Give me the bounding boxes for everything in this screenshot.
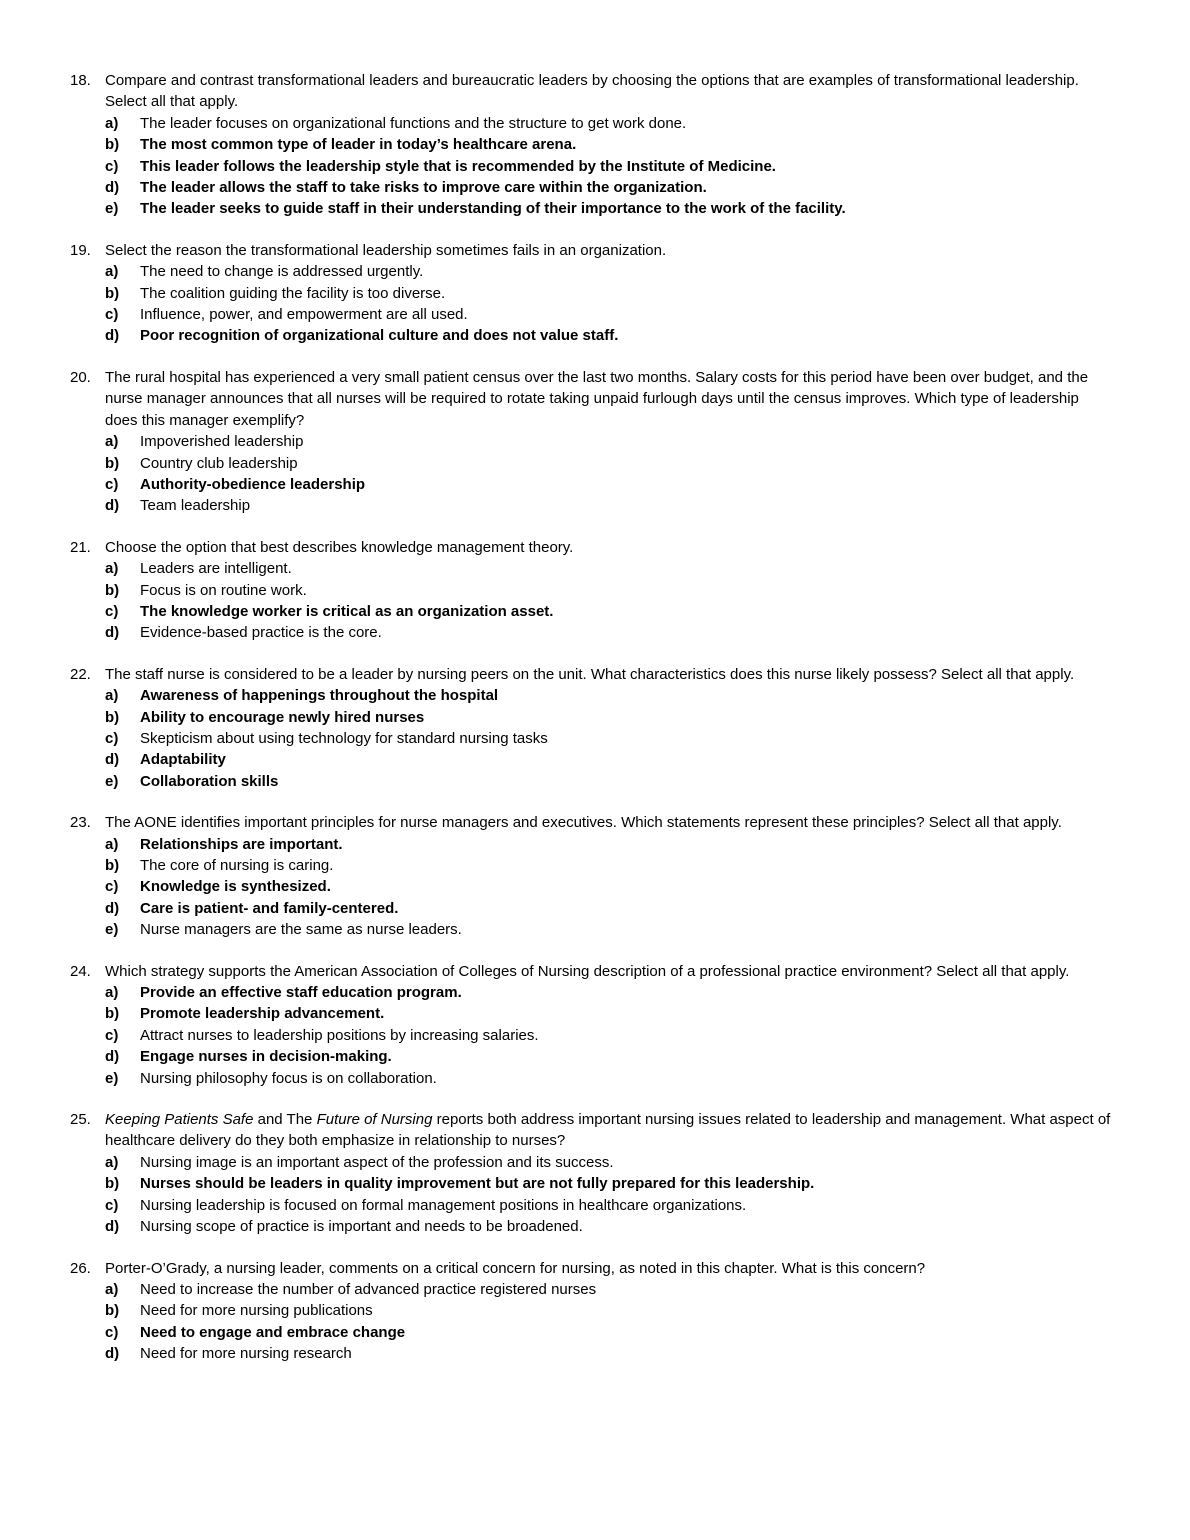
correct-option-text: Relationships are important. [140, 835, 343, 853]
answer-option [105, 707, 1115, 728]
option-letter: d) [105, 899, 120, 917]
question-header [70, 537, 1115, 558]
answer-option [105, 134, 1115, 155]
option-text: Need to increase the number of advanced practice registered nurses [140, 1280, 597, 1298]
question-header [70, 367, 1115, 431]
question-number: 20. [70, 368, 91, 386]
option-letter: b) [105, 581, 120, 599]
option-letter: e) [105, 921, 119, 939]
option-letter: a) [105, 263, 119, 281]
option-letter: b) [105, 454, 120, 472]
answer-option [105, 1068, 1115, 1089]
correct-option-text: The most common type of leader in today’s healthcare arena. [140, 136, 577, 154]
question-number: 23. [70, 814, 91, 832]
answer-option [105, 855, 1115, 876]
answer-option [105, 685, 1115, 706]
answer-option [105, 474, 1115, 495]
option-letter: c) [105, 306, 119, 324]
correct-option-text: Engage nurses in decision-making. [140, 1048, 392, 1066]
correct-option-text: The leader seeks to guide staff in their understanding of their importance to the work of the facility. [140, 200, 846, 218]
option-letter: a) [105, 433, 119, 451]
option-letter: a) [105, 687, 119, 705]
option-text: The leader focuses on organizational functions and the structure to get work done. [140, 114, 687, 132]
option-letter: b) [105, 284, 120, 302]
question-number: 18. [70, 72, 91, 89]
option-text: Leaders are intelligent. [140, 560, 292, 578]
option-text: The core of nursing is caring. [140, 857, 334, 874]
correct-option-text: Provide an effective staff education program. [140, 984, 462, 1002]
answer-option [105, 1216, 1115, 1237]
question-header [70, 812, 1115, 833]
question-stem: Which strategy supports the American Association of Colleges of Nursing description of a professional practice environment? Select all that apply. [105, 962, 1070, 980]
option-letter: a) [105, 984, 119, 1002]
answer-option [105, 601, 1115, 622]
answer-option [105, 749, 1115, 770]
answer-option [105, 771, 1115, 792]
option-text: Skepticism about using technology for standard nursing tasks [140, 729, 548, 747]
answer-option [105, 1152, 1115, 1173]
correct-option-text: Need to engage and embrace change [140, 1323, 406, 1341]
answer-option [105, 1173, 1115, 1194]
option-text: Nursing philosophy focus is on collaboration. [140, 1069, 437, 1087]
option-letter: d) [105, 1345, 120, 1363]
correct-option-text: Poor recognition of organizational culture and does not value staff. [140, 327, 619, 345]
correct-option-text: Knowledge is synthesized. [140, 878, 331, 896]
option-letter: a) [105, 835, 119, 853]
correct-option-text: Adaptability [140, 751, 226, 769]
stem-text: reports both address important nursing issues related to leadership and management. What aspect of healthcare delivery do they both emphasize in relationship to nurses? [105, 1111, 1111, 1150]
option-letter: d) [105, 497, 120, 515]
report-title: Future of Nursing [316, 1111, 433, 1129]
correct-option-text: Awareness of happenings throughout the hospital [140, 687, 499, 705]
question-stem: The staff nurse is considered to be a leader by nursing peers on the unit. What characteristics does this nurse likely possess? Select all that apply. [105, 665, 1075, 683]
option-letter: d) [105, 624, 120, 642]
option-text: The need to change is addressed urgently. [140, 263, 424, 281]
option-text: Impoverished leadership [140, 433, 304, 451]
question-26 [70, 1258, 1115, 1365]
option-letter: e) [105, 772, 119, 790]
question-number: 19. [70, 241, 91, 259]
answer-option [105, 1343, 1115, 1364]
question-21 [70, 537, 1115, 644]
answer-option [105, 1322, 1115, 1343]
option-letter: c) [105, 602, 119, 620]
question-header [70, 1109, 1115, 1152]
question-stem: Choose the option that best describes knowledge management theory. [105, 538, 574, 556]
answer-option [105, 728, 1115, 749]
answer-option [105, 834, 1115, 855]
question-stem [105, 1109, 1115, 1152]
answer-option [105, 1046, 1115, 1067]
correct-option-text: The knowledge worker is critical as an organization asset. [140, 602, 554, 620]
option-text: The coalition guiding the facility is too diverse. [140, 284, 446, 302]
option-letter: b) [105, 136, 120, 154]
correct-option-text: Promote leadership advancement. [140, 1005, 385, 1023]
question-header [70, 664, 1115, 685]
question-number: 21. [70, 538, 91, 556]
option-letter: b) [105, 857, 120, 874]
option-letter: b) [105, 1175, 120, 1193]
answer-option [105, 156, 1115, 177]
question-header [70, 961, 1115, 982]
answer-option [105, 1003, 1115, 1024]
option-letter: d) [105, 1218, 120, 1236]
answer-option [105, 1279, 1115, 1300]
question-18 [70, 70, 1115, 220]
option-letter: a) [105, 114, 119, 132]
answer-option [105, 431, 1115, 452]
stem-text: and The [253, 1111, 317, 1129]
option-letter: a) [105, 1153, 119, 1171]
answer-option [105, 982, 1115, 1003]
option-text: Need for more nursing publications [140, 1302, 373, 1320]
option-letter: c) [105, 1196, 119, 1214]
option-letter: a) [105, 1280, 119, 1298]
option-letter: c) [105, 1323, 119, 1341]
option-letter: c) [105, 878, 119, 896]
correct-option-text: Nurses should be leaders in quality improvement but are not fully prepared for this leadership. [140, 1175, 815, 1193]
option-letter: e) [105, 1069, 119, 1087]
option-letter: c) [105, 475, 119, 493]
report-title: Keeping Patients Safe [105, 1111, 254, 1129]
option-letter: b) [105, 708, 120, 726]
option-text: Nursing leadership is focused on formal management positions in healthcare organizations. [140, 1196, 747, 1214]
correct-option-text: This leader follows the leadership style that is recommended by the Institute of Medicine. [140, 157, 776, 175]
answer-option [105, 495, 1115, 516]
question-stem: The rural hospital has experienced a very small patient census over the last two months. Salary costs for this period have been over budget, and the nurse manager announces that all nurses will be required to rotate taking unpaid furlough days until the census improves. Which type of leadership does this manager exemplify? [105, 368, 1089, 429]
option-letter: e) [105, 200, 119, 218]
option-letter: b) [105, 1005, 120, 1023]
question-number: 26. [70, 1259, 91, 1277]
option-letter: d) [105, 327, 120, 345]
option-text: Need for more nursing research [140, 1345, 352, 1363]
question-23 [70, 812, 1115, 940]
question-header [70, 240, 1115, 261]
option-text: Focus is on routine work. [140, 581, 307, 599]
question-24 [70, 961, 1115, 1089]
option-letter: b) [105, 1302, 120, 1320]
question-20 [70, 367, 1115, 517]
answer-option [105, 876, 1115, 897]
option-text: Influence, power, and empowerment are all used. [140, 306, 468, 324]
answer-option [105, 177, 1115, 198]
option-text: Nurse managers are the same as nurse leaders. [140, 921, 462, 939]
question-number: 24. [70, 962, 91, 980]
option-text: Country club leadership [140, 454, 298, 472]
option-letter: d) [105, 179, 120, 197]
correct-option-text: The leader allows the staff to take risks to improve care within the organization. [140, 179, 707, 197]
answer-option [105, 622, 1115, 643]
correct-option-text: Collaboration skills [140, 772, 279, 790]
option-letter: d) [105, 1048, 120, 1066]
option-text: Nursing scope of practice is important and needs to be broadened. [140, 1218, 583, 1236]
answer-option [105, 898, 1115, 919]
question-list [70, 70, 1115, 1385]
answer-option [105, 304, 1115, 325]
question-22 [70, 664, 1115, 792]
option-letter: c) [105, 729, 119, 747]
option-text: Attract nurses to leadership positions by increasing salaries. [140, 1026, 539, 1044]
answer-option [105, 261, 1115, 282]
question-stem: Compare and contrast transformational leaders and bureaucratic leaders by choosing the options that are examples of transformational leadership. Select all that apply. [105, 72, 1079, 111]
correct-option-text: Ability to encourage newly hired nurses [140, 708, 425, 726]
answer-option [105, 325, 1115, 346]
question-stem: Select the reason the transformational leadership sometimes fails in an organization. [105, 241, 667, 259]
option-letter: c) [105, 1026, 119, 1044]
question-stem: The AONE identifies important principles for nurse managers and executives. Which statements represent these principles? Select all that apply. [105, 814, 1062, 832]
question-25 [70, 1109, 1115, 1237]
question-19 [70, 240, 1115, 347]
option-text: Nursing image is an important aspect of the profession and its success. [140, 1153, 614, 1171]
option-text: Evidence-based practice is the core. [140, 624, 382, 642]
option-text: Team leadership [140, 497, 251, 515]
answer-option [105, 558, 1115, 579]
answer-option [105, 1300, 1115, 1321]
question-number: 25. [70, 1111, 91, 1129]
answer-option [105, 1025, 1115, 1046]
answer-option [105, 1195, 1115, 1216]
option-letter: c) [105, 157, 119, 175]
question-header [70, 1258, 1115, 1279]
option-letter: d) [105, 751, 120, 769]
answer-option [105, 283, 1115, 304]
answer-option [105, 580, 1115, 601]
answer-option [105, 113, 1115, 134]
question-header [70, 70, 1115, 113]
answer-option [105, 453, 1115, 474]
option-letter: a) [105, 560, 119, 578]
answer-option [105, 198, 1115, 219]
correct-option-text: Care is patient- and family-centered. [140, 899, 399, 917]
answer-option [105, 919, 1115, 940]
correct-option-text: Authority-obedience leadership [140, 475, 366, 493]
question-stem: Porter-O’Grady, a nursing leader, comments on a critical concern for nursing, as noted in this chapter. What is this concern? [105, 1259, 926, 1277]
question-number: 22. [70, 665, 91, 683]
